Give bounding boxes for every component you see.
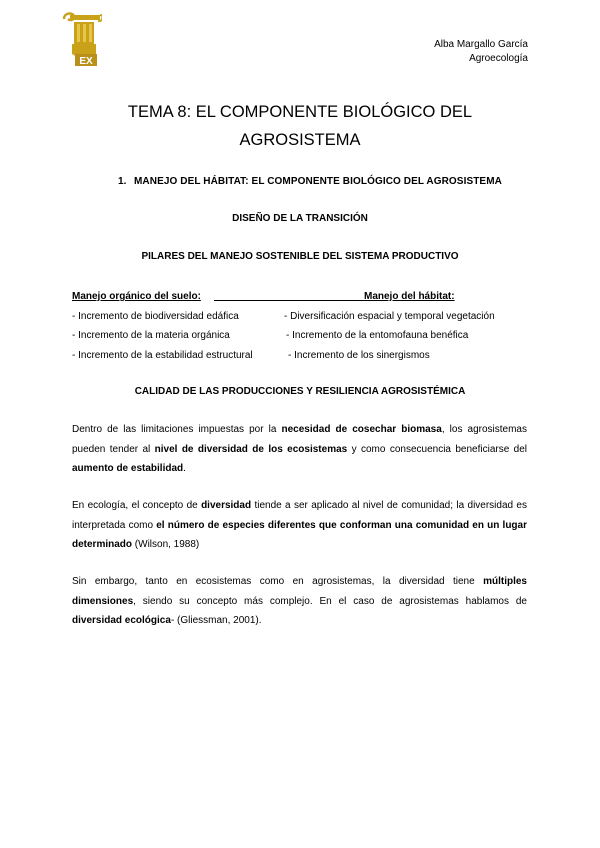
section-title: MANEJO DEL HÁBITAT: EL COMPONENTE BIOLÓGICO DEL AGROSISTEMA bbox=[134, 176, 502, 187]
emphasis: múltiples dimensiones bbox=[72, 576, 527, 607]
list-item: - Incremento de la entomofauna benéfica bbox=[286, 330, 469, 341]
text-run: - (Gliessman, 2001). bbox=[170, 615, 262, 626]
author-name: Alba Margallo García bbox=[434, 39, 528, 50]
subheading-quality: CALIDAD DE LAS PRODUCCIONES Y RESILIENCIA AGROSISTÉMICA bbox=[134, 386, 466, 397]
text-run: . bbox=[183, 463, 186, 474]
emphasis: aumento de estabilidad bbox=[72, 463, 184, 474]
text-run: tiende a ser aplicado al nivel de comunidad; la diversidad es interpretada como bbox=[72, 500, 527, 531]
svg-text:EX: EX bbox=[79, 56, 93, 66]
left-column bbox=[72, 287, 253, 365]
section-heading bbox=[118, 176, 502, 187]
emphasis: el número de especies diferentes que conforman una comunidad en un lugar determinado bbox=[72, 519, 527, 550]
university-logo bbox=[62, 10, 102, 66]
right-column-header: Manejo del hábitat: bbox=[364, 291, 455, 302]
text-run: En ecología, el concepto de bbox=[72, 500, 202, 511]
title-line-2: AGROSISTEMA bbox=[239, 131, 361, 149]
left-column-header: Manejo orgánico del suelo: bbox=[72, 291, 201, 302]
list-item: - Incremento de los sinergismos bbox=[288, 349, 430, 361]
text-run: Sin embargo, tanto en ecosistemas como en agrosistemas, la diversidad tiene bbox=[72, 576, 484, 587]
text-run: y como consecuencia beneficiarse del bbox=[347, 443, 528, 455]
list-item: - Incremento de la estabilidad estructural bbox=[72, 349, 253, 361]
title-line-1: TEMA 8: EL COMPONENTE BIOLÓGICO DEL bbox=[127, 103, 473, 121]
text-run: , los agrosistemas pueden tender al bbox=[72, 424, 527, 455]
subheading-pillars: PILARES DEL MANEJO SOSTENIBLE DEL SISTEMA PRODUCTIVO bbox=[141, 251, 459, 262]
text-run: , siendo su concepto más complejo. En el caso de agrosistemas hablamos de bbox=[133, 595, 527, 607]
list-item: - Incremento de la materia orgánica bbox=[72, 330, 230, 341]
emphasis: diversidad bbox=[201, 500, 252, 511]
emphasis: necesidad de cosechar biomasa bbox=[281, 424, 442, 435]
document-title bbox=[0, 98, 600, 154]
list-item: - Incremento de biodiversidad edáfica bbox=[72, 310, 239, 322]
paragraph-1 bbox=[72, 420, 527, 479]
text-run: (Wilson, 1988) bbox=[132, 539, 200, 550]
text-run: Dentro de las limitaciones impuestas por la bbox=[72, 424, 282, 435]
section-number: 1. bbox=[118, 176, 127, 187]
right-column bbox=[284, 287, 495, 365]
paragraph-2 bbox=[72, 496, 527, 555]
list-item: - Diversificación espacial y temporal vegetación bbox=[284, 310, 495, 322]
document-header bbox=[434, 38, 528, 66]
subheading-transition: DISEÑO DE LA TRANSICIÓN bbox=[232, 213, 368, 224]
paragraph-3 bbox=[72, 572, 527, 631]
emphasis: diversidad ecológica bbox=[72, 615, 171, 626]
emphasis: nivel de diversidad de los ecosistemas bbox=[154, 443, 348, 455]
subject-name: Agroecología bbox=[469, 53, 528, 64]
